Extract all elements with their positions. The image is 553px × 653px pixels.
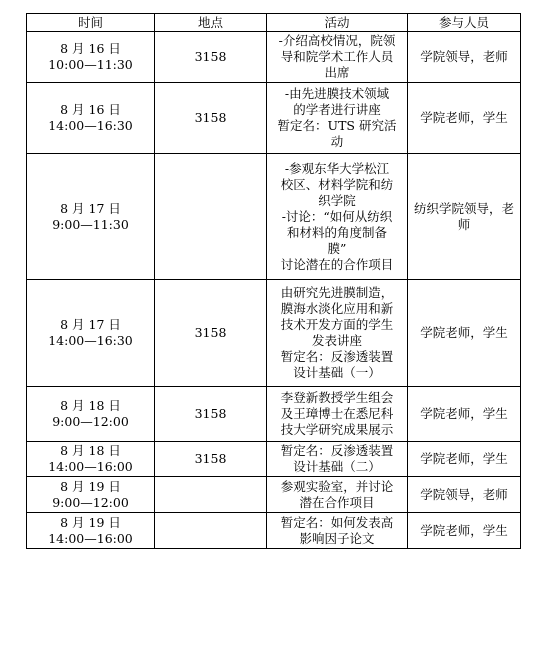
time-range-text: 9:00—12:00 — [52, 414, 129, 429]
place-cell: 3158 — [155, 442, 267, 477]
date-text: 8 月 16 日 — [60, 102, 121, 117]
activity-line: 李登新教授学生组会 — [280, 390, 394, 405]
participants-cell: 学院领导，老师 — [408, 477, 521, 513]
header-participants: 参与人员 — [408, 14, 521, 32]
activity-line: -由先进膜技术领域 — [284, 86, 390, 101]
table-row — [27, 154, 521, 280]
activity-line: 和材料的角度制备 — [286, 224, 387, 240]
participants-cell: 学院老师，学生 — [408, 387, 521, 442]
time-cell — [27, 32, 155, 83]
activity-line: 校区、材料学院和纺 — [280, 176, 394, 192]
date-text: 8 月 17 日 — [60, 317, 121, 332]
place-cell — [155, 477, 267, 513]
activity-line: 设计基础（一） — [293, 365, 381, 380]
activity-line: 导和院学术工作人员 — [280, 49, 394, 64]
place-cell: 3158 — [155, 32, 267, 83]
date-text: 8 月 17 日 — [60, 200, 121, 216]
table-row — [27, 513, 521, 549]
activity-line: 技大学研究成果展示 — [280, 422, 394, 437]
date-text: 8 月 18 日 — [60, 398, 121, 413]
time-range-text: 9:00—12:00 — [52, 494, 129, 510]
schedule-table — [26, 13, 521, 549]
activity-cell — [267, 154, 408, 280]
header-activity: 活动 — [267, 14, 408, 32]
header-time: 时间 — [27, 14, 155, 32]
activity-line: -参观东华大学松江 — [284, 160, 390, 176]
participants-cell: 学院老师，学生 — [408, 442, 521, 477]
time-cell — [27, 477, 155, 513]
activity-line: 膜海水淡化应用和新 — [280, 301, 394, 316]
time-range-text: 14:00—16:30 — [48, 118, 133, 133]
activity-cell — [267, 280, 408, 387]
place-cell: 3158 — [155, 387, 267, 442]
place-cell: 3158 — [155, 280, 267, 387]
participants-cell: 学院老师，学生 — [408, 83, 521, 154]
time-range-text: 9:00—11:30 — [52, 216, 129, 232]
time-range-text: 14:00—16:00 — [48, 459, 133, 474]
date-text: 8 月 19 日 — [60, 478, 121, 494]
participants-cell: 纺织学院领导，老师 — [408, 154, 521, 280]
time-range-text: 10:00—11:30 — [48, 57, 133, 72]
activity-line: 的学者进行讲座 — [293, 102, 381, 117]
time-range-text: 14:00—16:00 — [48, 530, 133, 546]
activity-line: -介绍高校情况，院领 — [278, 33, 396, 48]
date-text: 8 月 16 日 — [60, 41, 121, 56]
place-cell — [155, 513, 267, 549]
time-range-text: 14:00—16:30 — [48, 333, 133, 348]
header-place: 地点 — [155, 14, 267, 32]
place-cell: 3158 — [155, 83, 267, 154]
time-cell — [27, 442, 155, 477]
activity-line: 暂定名：UTS 研究活 — [277, 118, 397, 133]
table-row — [27, 477, 521, 513]
participants-cell: 学院老师，学生 — [408, 513, 521, 549]
activity-line: 出席 — [324, 65, 350, 80]
activity-line: 膜” — [327, 240, 347, 256]
activity-line: 设计基础（二） — [293, 459, 381, 474]
date-text: 8 月 19 日 — [60, 514, 121, 530]
participants-cell: 学院领导，老师 — [408, 32, 521, 83]
activity-cell — [267, 32, 408, 83]
activity-line: 发表讲座 — [311, 333, 362, 348]
table-row — [27, 83, 521, 154]
table-row — [27, 32, 521, 83]
schedule-body — [27, 32, 521, 549]
activity-line: 技术开发方面的学生 — [280, 317, 394, 332]
date-text: 8 月 18 日 — [60, 443, 121, 458]
time-cell — [27, 513, 155, 549]
activity-line: -讨论：“如何从纺织 — [281, 208, 393, 224]
activity-cell — [267, 387, 408, 442]
activity-line: 暂定名：反渗透装置 — [280, 349, 394, 364]
place-cell — [155, 154, 267, 280]
participants-cell: 学院老师，学生 — [408, 280, 521, 387]
header-row — [27, 14, 521, 32]
activity-cell — [267, 477, 408, 513]
activity-line: 影响因子论文 — [299, 530, 375, 546]
table-row — [27, 280, 521, 387]
table-row — [27, 387, 521, 442]
table-row — [27, 442, 521, 477]
time-cell — [27, 280, 155, 387]
activity-line: 动 — [330, 134, 344, 149]
activity-line: 织学院 — [318, 192, 356, 208]
activity-cell — [267, 513, 408, 549]
activity-line: 暂定名：反渗透装置 — [280, 443, 394, 458]
activity-line: 参观实验室，并讨论 — [280, 478, 394, 494]
activity-line: 讨论潜在的合作项目 — [280, 256, 394, 272]
activity-line: 暂定名：如何发表高 — [280, 514, 394, 530]
activity-line: 及王璋博士在悉尼科 — [280, 406, 394, 421]
time-cell — [27, 154, 155, 280]
activity-cell — [267, 442, 408, 477]
time-cell — [27, 387, 155, 442]
activity-line: 潜在合作项目 — [299, 494, 375, 510]
time-cell — [27, 83, 155, 154]
activity-cell — [267, 83, 408, 154]
activity-line: 由研究先进膜制造， — [280, 285, 394, 300]
